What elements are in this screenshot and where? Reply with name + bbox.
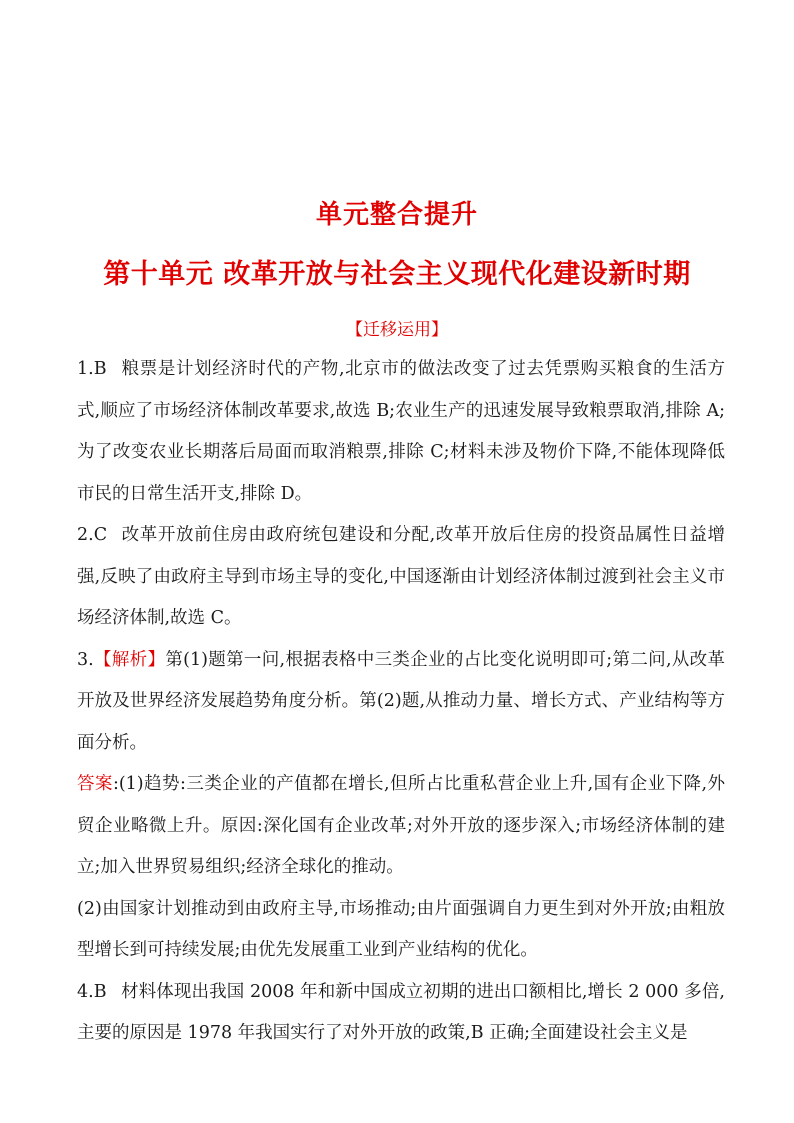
question-number: 1.B [77,359,107,379]
answer-item-3 [77,640,725,765]
analysis-text: 第(1)题第一问,根据表格中三类企业的占比变化说明即可;第二问,从改革开放及世界经济发展趋势角度分析。第(2)题,从推动力量、增长方式、产业结构等方面分析。 [77,649,726,753]
section-label: 【迁移运用】 [346,320,448,340]
unit-subtitle: 第十单元 改革开放与社会主义现代化建设新时期 [103,259,691,290]
question-number: 3. [77,649,94,670]
answer-text: 材料体现出我国 2008 年和新中国成立初期的进出口额相比,增长 2 000 多倍,主要的原因是 1978 年我国实行了对外开放的政策,B 正确;全面建设社会主义是 [77,981,725,1043]
page-title: 单元整合提升 [315,200,478,230]
question-number: 4.B [77,981,107,1002]
analysis-tag: 【解析】 [93,649,166,670]
answer-text: :(1)趋势:三类企业的产值都在增长,但所占比重私营企业上升,国有企业下降,外贸企业略微上升。原因:深化国有企业改革;对外开放的逐步深入;市场经济体制的建立;加入世界贸易组织;经济全球化的推动。 [77,774,725,877]
answer-text: (2)由国家计划推动到由政府主导,市场推动;由片面强调自力更生到对外开放;由粗放型增长到可持续发展;由优先发展重工业到产业结构的优化。 [77,898,725,960]
answer-item-1 [77,349,725,515]
answer-item-4 [77,972,725,1055]
answer-text: 改革开放前住房由政府统包建设和分配,改革开放后住房的投资品属性日益增强,反映了由政府主导到市场主导的变化,中国逐渐由计划经济体制过渡到社会主义市场经济体制,故选 C。 [77,525,725,628]
answer-tag: 答案 [77,774,113,794]
answer-text: 粮票是计划经济时代的产物,北京市的做法改变了过去凭票购买粮食的生活方式,顺应了市场经济体制改革要求,故选 B;农业生产的迅速发展导致粮票取消,排除 A;为了改变农业长期落后局面而取消粮票,排除 C;材料未涉及物价下降,不能体现降低市民的日常生活开支,排除 D。 [77,359,725,504]
answer-item-2 [77,515,725,640]
answer-item-3-answer [77,764,725,889]
answer-item-3-part-2 [77,889,725,972]
question-number: 2.C [77,525,108,545]
answer-content [77,349,725,1055]
